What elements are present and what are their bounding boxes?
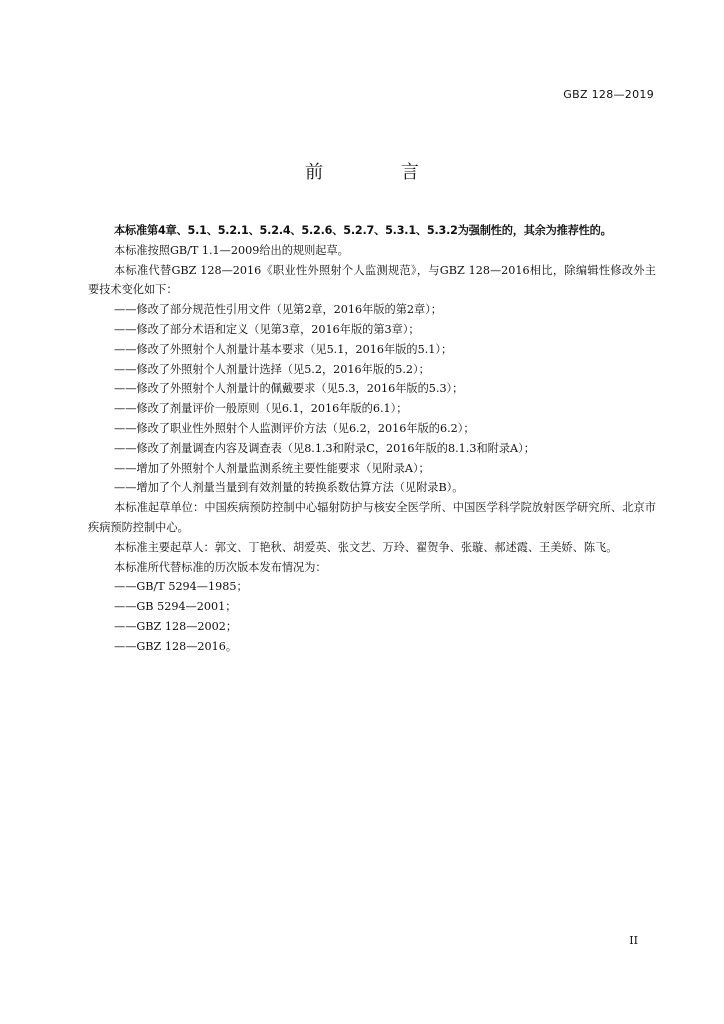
change-item: ——修改了外照射个人剂量计选择（见5.2，2016年版的5.2）； (114, 362, 430, 376)
standard-code: GBZ 128—2019 (563, 88, 654, 101)
drafting-rule-paragraph: 本标准按照GB/T 1.1—2009给出的规则起草。 (114, 243, 349, 257)
replaces-paragraph: 本标准代替GBZ 128—2016《职业性外照射个人监测规范》，与GBZ 128—2016相比，除编辑性修改外主要技术变化如下： (88, 263, 656, 297)
page-number: II (629, 934, 638, 947)
version-item: ——GBZ 128—2002； (114, 619, 238, 633)
changes-list (88, 300, 656, 498)
change-item: ——修改了职业性外照射个人监测评价方法（见6.2，2016年版的6.2）； (114, 421, 475, 435)
foreword-body (88, 221, 656, 657)
change-item: ——修改了剂量评价一般原则（见6.1，2016年版的6.1）； (114, 402, 408, 416)
versions-list (88, 577, 656, 656)
change-item: ——增加了个人剂量当量到有效剂量的转换系数估算方法（见附录B）。 (114, 481, 464, 495)
mandatory-clauses-paragraph: 本标准第4章、5.1、5.2.1、5.2.4、5.2.6、5.2.7、5.3.1、5.3.2为强制性的，其余为推荐性的。 (114, 224, 612, 237)
change-item: ——修改了外照射个人剂量计的佩戴要求（见5.3，2016年版的5.3）； (114, 382, 464, 396)
page-title: 前 言 (305, 162, 455, 183)
version-item: ——GB/T 5294—1985； (114, 580, 248, 594)
drafting-units-paragraph: 本标准起草单位：中国疾病预防控制中心辐射防护与核安全医学所、中国医学科学院放射医学研究所、北京市疾病预防控制中心。 (88, 501, 656, 534)
change-item: ——修改了部分规范性引用文件（见第2章，2016年版的第2章）； (114, 303, 442, 317)
change-item: ——增加了外照射个人剂量监测系统主要性能要求（见附录A）； (114, 461, 430, 475)
version-item: ——GBZ 128—2016。 (114, 639, 238, 653)
change-item: ——修改了剂量调查内容及调查表（见8.1.3和附录C，2016年版的8.1.3和附录A）； (114, 441, 535, 455)
drafters-paragraph: 本标准主要起草人：郭文、丁艳秋、胡爱英、张文艺、万玲、翟贺争、张璇、郝述霞、王美娇、陈飞。 (114, 540, 618, 554)
change-item: ——修改了部分术语和定义（见第3章，2016年版的第3章）； (114, 322, 420, 336)
version-item: ——GB 5294—2001； (114, 600, 237, 614)
change-item: ——修改了外照射个人剂量计基本要求（见5.1，2016年版的5.1）； (114, 342, 453, 356)
history-paragraph: 本标准所代替标准的历次版本发布情况为： (114, 560, 327, 574)
